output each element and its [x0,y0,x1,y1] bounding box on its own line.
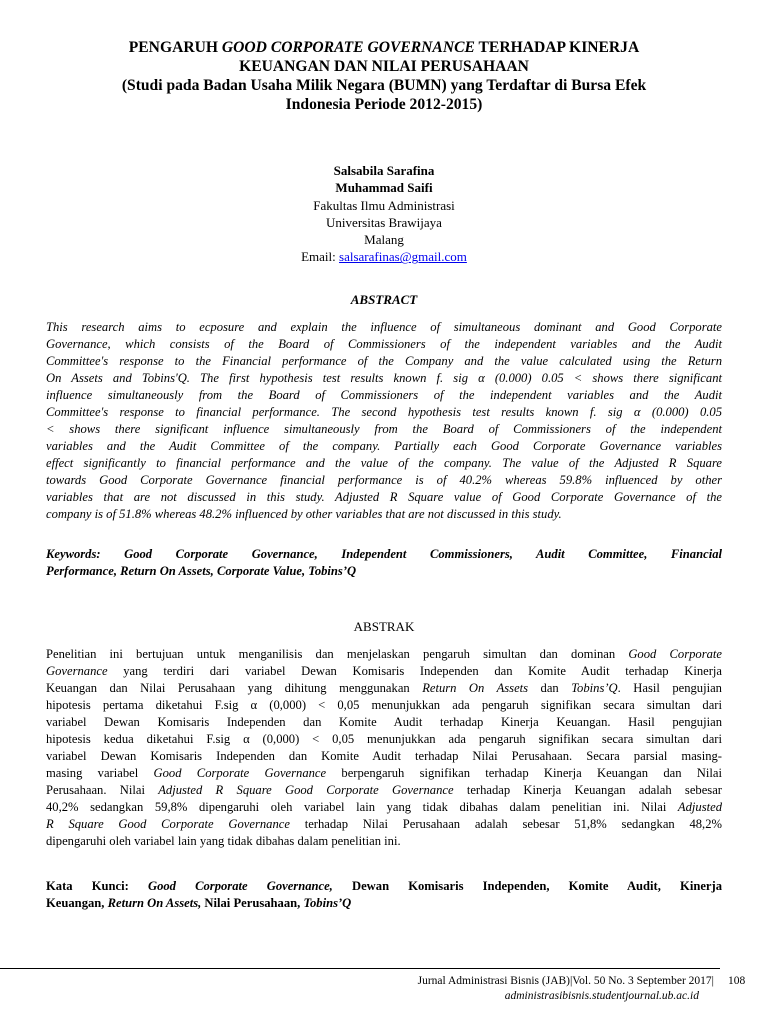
email-label: Email: [301,249,340,265]
kata-kunci-text: Keuangan, [46,896,108,910]
abstract-line: Committee's response to the Financial performance of the Company and the value calculated using the Return [46,354,722,368]
abstrak-text: berpengaruh signifikan terhadap Kinerja Keuangan dan Nilai [326,766,722,780]
title-line-2: KEUANGAN DAN NILAI PERUSAHAAN [239,58,529,75]
footer-divider [0,968,720,969]
abstrak-body [46,646,722,850]
email-line [0,248,768,265]
abstrak-text: Keuangan dan Nilai Perusahaan yang dihitung menggunakan [46,681,423,695]
abstrak-line: hipotesis kedua diketahui F.sig α (0,000) < 0,05 menunjukkan ada pengaruh signifikan secara simultan dari [46,732,722,746]
affiliation-faculty: Fakultas Ilmu Administrasi [313,197,455,213]
abstrak-italic: R Square Good Corporate Governance [46,817,290,831]
affiliation-university: Universitas Brawijaya [326,214,442,230]
abstrak-heading: ABSTRAK [353,619,415,634]
kata-kunci-italic: Return On Assets, [107,896,202,910]
paper-title [40,38,728,114]
abstract-body [46,319,722,523]
title-italic-text: GOOD CORPORATE GOVERNANCE [221,39,475,56]
abstrak-text: 40,2% sedangkan 59,8% dipengaruhi oleh variabel lain yang tidak dibahas dalam penelitian ini. Nilai [46,800,678,814]
author-name: Salsabila Sarafina [333,163,435,178]
keywords-line: Keywords: Good Corporate Governance, Independent Commissioners, Audit Committee, Financial [46,547,722,561]
abstrak-line [46,680,722,697]
abstrak-line: variabel Dewan Komisaris Independen dan Komite Audit terhadap Kinerja Keuangan. Hasil pengujian [46,715,722,729]
abstrak-text: terhadap Kinerja Keuangan adalah sebesar [453,783,722,797]
title-line-1 [40,38,728,57]
abstrak-italic: Adjusted [677,800,722,814]
kata-kunci-text: Kata Kunci: [46,879,148,893]
abstrak-line [46,816,722,833]
title-text: TERHADAP KINERJA [474,39,640,56]
kata-kunci-line [46,878,722,895]
abstract-line: On Assets and Tobins'Q. The first hypothesis test results known f. sig α (0.000) 0.05 < shows there significant [46,371,722,385]
abstract-line: effect significantly to financial performance and the value of the company. The value of the Adjusted R Square [46,456,722,470]
abstrak-italic: Return On Assets [422,681,529,695]
affiliation-city: Malang [364,232,404,248]
abstract-line: company is of 51.8% whereas 48.2% influenced by other variables that are not discussed in this study. [46,507,562,521]
abstrak-text: dan [528,681,572,695]
page-number: 108 [728,975,746,987]
kata-kunci-text: Nilai Perusahaan, [201,896,304,910]
abstract-line: Governance, which consists of the Board of Commissioners of the independent variables and the Audit [46,337,722,351]
abstrak-italic: Tobins’Q [571,681,618,695]
abstrak-text: Perusahaan. Nilai [46,783,159,797]
abstract-line: This research aims to ecposure and explain the influence of simultaneous dominant and Good Corporate [46,320,722,334]
abstrak-line [46,646,722,663]
abstrak-text: Penelitian ini bertujuan untuk menganilisis dan menjelaskan pengaruh simultan dan dominan [46,647,629,661]
kata-kunci-italic: Good Corporate Governance, [147,879,333,893]
abstrak-italic: Good Corporate [628,647,722,661]
abstrak-line [46,663,722,680]
abstract-line: variables that are not discussed in this study. Adjusted R Square value of Good Corporate Governance of the [46,490,722,504]
keywords [46,546,722,580]
abstrak-line: variabel Dewan Komisaris Independen dan Komite Audit terhadap Nilai Perusahaan. Secara parsial masing- [46,749,722,763]
email-link[interactable]: salsarafinas@gmail.com [339,249,467,265]
title-text: PENGARUH [128,39,222,56]
abstract-line: < shows there significant influence simultaneously from the Board of Commissioners of the independent [46,422,722,436]
kata-kunci-italic: Tobins’Q [303,896,352,910]
subtitle-line-1: (Studi pada Badan Usaha Milik Negara (BUMN) yang Terdaftar di Bursa Efek [121,77,647,94]
abstrak-italic: Governance [46,664,108,678]
footer-website: administrasibisnis.studentjournal.ub.ac.id [504,990,699,1002]
kata-kunci-line [46,895,722,912]
keywords-line: Performance, Return On Assets, Corporate Value, Tobins’Q [46,564,357,578]
abstract-line: influence simultaneously from the Board of Commissioners of the independent variables and the Audit [46,388,722,402]
abstract-heading: ABSTRACT [350,292,418,307]
abstract-line: variables and the Audit Committee of the company. Partially each Good Corporate Governance variables [46,439,722,453]
kata-kunci-text: Dewan Komisaris Independen, Komite Audit, Kinerja [332,879,723,893]
abstract-line: Committee's response to financial performance. The second hypothesis test results known f. sig α (0.000) 0.05 [46,405,722,419]
kata-kunci [46,878,722,912]
abstract-line: towards Good Corporate Governance financial performance is of 40.2% whereas 59.8% influenced by other [46,473,722,487]
abstrak-italic: Adjusted R Square Good Corporate Governance [158,783,454,797]
author-name: Muhammad Saifi [335,180,433,196]
abstrak-line: dipengaruhi oleh variabel lain yang tidak dibahas dalam penelitian ini. [46,834,401,848]
abstrak-line [46,782,722,799]
abstrak-italic: Good Corporate Governance [153,766,327,780]
abstrak-text: . Hasil pengujian [617,681,722,695]
abstrak-line: hipotesis pertama diketahui F.sig α (0,000) < 0,05 menunjukkan ada pengaruh signifikan secara simultan dari [46,698,722,712]
author-block [0,162,768,266]
abstrak-text: terhadap Nilai Perusahaan adalah sebesar 51,8% sedangkan 48,2% [289,817,722,831]
abstrak-text: masing variabel [46,766,154,780]
abstrak-text: yang terdiri dari variabel Dewan Komisaris Independen dan Komite Audit terhadap Kinerja [107,664,722,678]
footer-journal: Jurnal Administrasi Bisnis (JAB)|Vol. 50 No. 3 September 2017| [417,975,714,987]
abstrak-line [46,765,722,782]
abstrak-line [46,799,722,816]
subtitle-line-2: Indonesia Periode 2012-2015) [285,96,483,113]
